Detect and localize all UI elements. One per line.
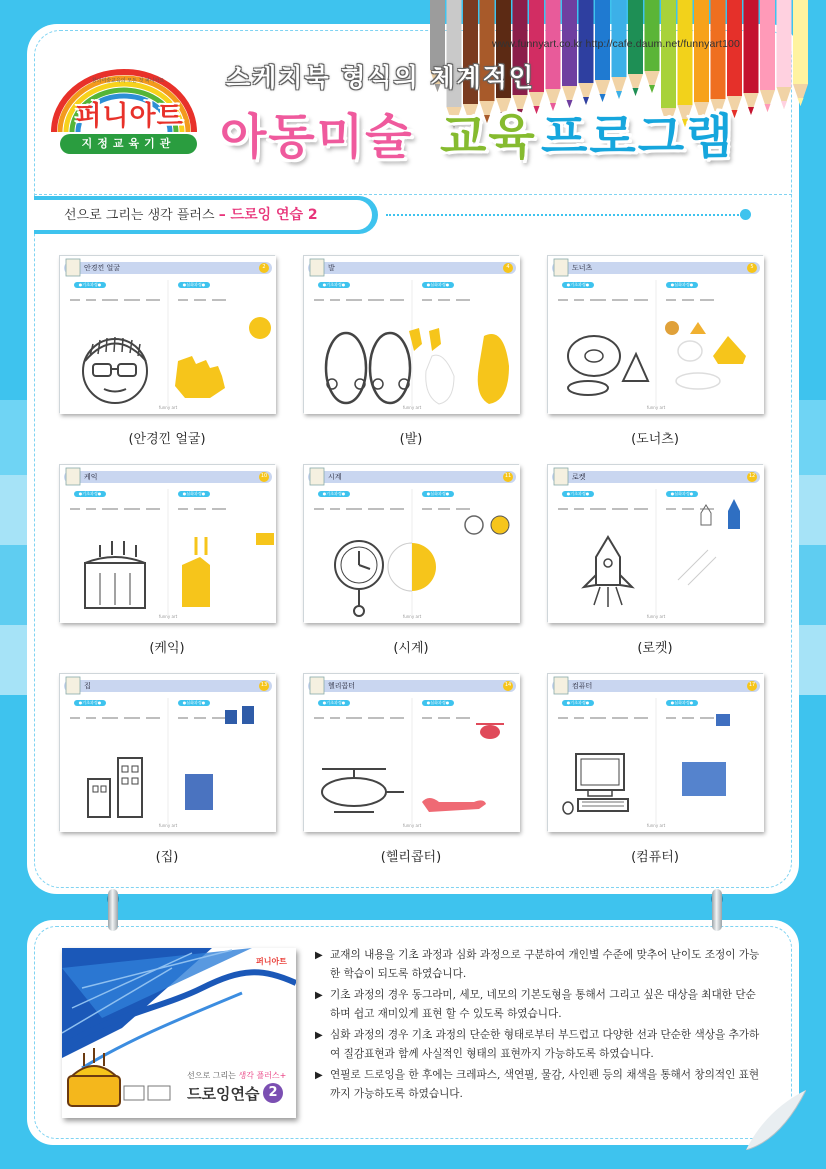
advanced-course-label: ●심화과정● (426, 282, 450, 287)
drawing-thumbnail[interactable] (59, 255, 275, 413)
thumbnail-page-number: 5 (750, 264, 754, 270)
thumbnail-drawing (548, 256, 764, 414)
thumbnail-page-number: 2 (262, 264, 266, 270)
advanced-course-label: ●심화과정● (670, 700, 694, 705)
thumbnail-drawing (304, 256, 520, 414)
logo-tagline: 창의미술교육의 모든 것 퍼니아트 (91, 78, 165, 84)
thumbnail-page-number: 17 (748, 682, 756, 688)
feature-list (315, 946, 760, 1106)
thumbnail-caption: (도너츠) (631, 432, 679, 447)
svg-text:funny art: funny art (402, 614, 422, 619)
feature-text: 심화 과정의 경우 기초 과정의 단순한 형태로부터 부드럽고 다양한 선과 단순한 색상을 추가하여 질감표현과 함께 사실적인 형태의 표현까지 가능하도록 하였습니다. (330, 1029, 760, 1060)
drawing-thumbnail[interactable] (303, 673, 519, 831)
svg-text:funny art: funny art (646, 405, 666, 410)
svg-text:funny art: funny art (646, 614, 666, 619)
advanced-course-label: ●심화과정● (182, 491, 206, 496)
basic-course-label: ●기초과정● (566, 491, 590, 496)
book-cover-art (62, 948, 296, 1118)
basic-course-label: ●기초과정● (322, 491, 346, 496)
book-subtitle (187, 1070, 286, 1081)
advanced-course-label: ●심화과정● (182, 700, 206, 705)
thumbnail-title: 도너츠 (572, 264, 593, 272)
svg-text:funny art: funny art (158, 614, 178, 619)
thumbnail-caption: (안경낀 얼굴) (128, 432, 206, 447)
triangle-bullet-icon: ▶ (315, 950, 323, 961)
thumbnail-title: 컴퓨터 (572, 682, 593, 690)
thumbnail-drawing (548, 465, 764, 623)
feature-text: 기초 과정의 경우 동그라미, 세모, 네모의 기본도형을 통해서 그리고 싶은 대상을 최대한 단순하며 쉽고 재미있게 표현 할 수 있도록 하였습니다. (330, 989, 756, 1020)
page-title-part-3: 프로그램 (541, 109, 735, 165)
thumbnail-title: 케익 (84, 473, 98, 481)
drawing-thumbnail[interactable] (303, 464, 519, 622)
thumbnail-caption: (케익) (149, 641, 185, 656)
drawing-thumbnail[interactable] (59, 464, 275, 622)
website-url[interactable]: www.funnyart.co.kr http://cafe.daum.net/funnyart100 (492, 38, 740, 50)
drawing-thumbnail[interactable] (59, 673, 275, 831)
binder-ring-icon (108, 889, 118, 931)
triangle-bullet-icon: ▶ (315, 1030, 323, 1041)
drawing-thumbnail[interactable] (547, 464, 763, 622)
page-title-part-1: 아동미술 (220, 109, 414, 165)
page-curl-icon (746, 1090, 806, 1150)
thumbnail-page-number: 14 (504, 682, 512, 688)
feature-text: 교재의 내용을 기초 과정과 심화 과정으로 구분하여 개인별 수준에 맞추어 난이도 조정이 가능한 학습이 되도록 하였습니다. (330, 949, 760, 980)
thumbnail-caption: (발) (399, 432, 423, 447)
svg-text:funny art: funny art (158, 405, 178, 410)
thumbnail-caption: (헬리콥터) (380, 850, 442, 865)
thumbnail-title: 집 (84, 682, 91, 690)
drawing-thumbnail[interactable] (547, 255, 763, 413)
thumbnail-title: 시계 (328, 473, 342, 481)
svg-text:funny art: funny art (402, 405, 422, 410)
header-divider (34, 194, 792, 195)
drawing-thumbnail[interactable] (303, 255, 519, 413)
feature-item (315, 1066, 760, 1104)
advanced-course-label: ●심화과정● (670, 491, 694, 496)
basic-course-label: ●기초과정● (322, 282, 346, 287)
dotted-divider (386, 214, 742, 216)
book-cover-image (62, 948, 296, 1118)
book-subtitle-plain: 선으로 그리는 (187, 1071, 239, 1080)
basic-course-label: ●기초과정● (78, 491, 102, 496)
feature-item (315, 946, 760, 984)
logo-subtitle: 지정교육기관 (60, 134, 197, 154)
thumbnail-caption: (컴퓨터) (631, 850, 679, 865)
svg-text:funny art: funny art (158, 823, 178, 828)
advanced-course-label: ●심화과정● (182, 282, 206, 287)
basic-course-label: ●기초과정● (566, 700, 590, 705)
thumbnail-page-number: 4 (506, 264, 510, 270)
section-heading (34, 200, 372, 230)
book-title: 드로잉연습 (187, 1085, 260, 1103)
triangle-bullet-icon: ▶ (315, 1070, 323, 1081)
thumbnail-drawing (60, 674, 276, 832)
drawing-thumbnail[interactable] (547, 673, 763, 831)
thumbnail-drawing (304, 674, 520, 832)
thumbnail-page-number: 10 (260, 473, 268, 479)
triangle-bullet-icon: ▶ (315, 990, 323, 1001)
logo-name: 퍼니아트 (75, 101, 184, 132)
feature-text: 연필로 드로잉을 한 후에는 크레파스, 색연필, 물감, 사인펜 등의 채색을 통해서 창의적인 표현까지 가능하도록 하였습니다. (330, 1069, 760, 1100)
thumbnail-page-number: 12 (748, 473, 756, 479)
thumbnail-drawing (548, 674, 764, 832)
thumbnail-title: 안경낀 얼굴 (84, 264, 121, 272)
binder-ring-icon (712, 889, 722, 931)
page-subtitle: 스케치북 형식의 체계적인 (226, 63, 536, 92)
book-volume-number: 2 (263, 1083, 283, 1103)
thumbnail-drawing (60, 256, 276, 414)
feature-item (315, 986, 760, 1024)
basic-course-label: ●기초과정● (322, 700, 346, 705)
page-title-part-2: 교육 (440, 109, 537, 165)
book-subtitle-pink: 생각 플러스+ (238, 1071, 287, 1080)
thumbnail-title: 로켓 (572, 473, 586, 481)
advanced-course-label: ●심화과정● (426, 700, 450, 705)
thumbnail-drawing (60, 465, 276, 623)
thumbnail-title: 헬리콥터 (328, 682, 356, 690)
svg-text:funny art: funny art (402, 823, 422, 828)
section-heading-plain: 선으로 그리는 생각 플러스 (64, 208, 215, 223)
thumbnail-caption: (로켓) (637, 641, 673, 656)
thumbnail-page-number: 11 (504, 473, 512, 479)
section-heading-strong: – 드로잉 연습 2 (218, 207, 318, 223)
thumbnail-caption: (시계) (393, 641, 429, 656)
basic-course-label: ●기초과정● (566, 282, 590, 287)
basic-course-label: ●기초과정● (78, 700, 102, 705)
advanced-course-label: ●심화과정● (670, 282, 694, 287)
thumbnail-drawing (304, 465, 520, 623)
thumbnail-caption: (집) (155, 850, 179, 865)
feature-item (315, 1026, 760, 1064)
dotted-divider-end (740, 209, 751, 220)
thumbnail-title: 발 (328, 264, 335, 272)
basic-course-label: ●기초과정● (78, 282, 102, 287)
thumbnail-page-number: 13 (260, 682, 268, 688)
svg-text:funny art: funny art (646, 823, 666, 828)
book-logo: 퍼니아트 (256, 957, 287, 966)
advanced-course-label: ●심화과정● (426, 491, 450, 496)
